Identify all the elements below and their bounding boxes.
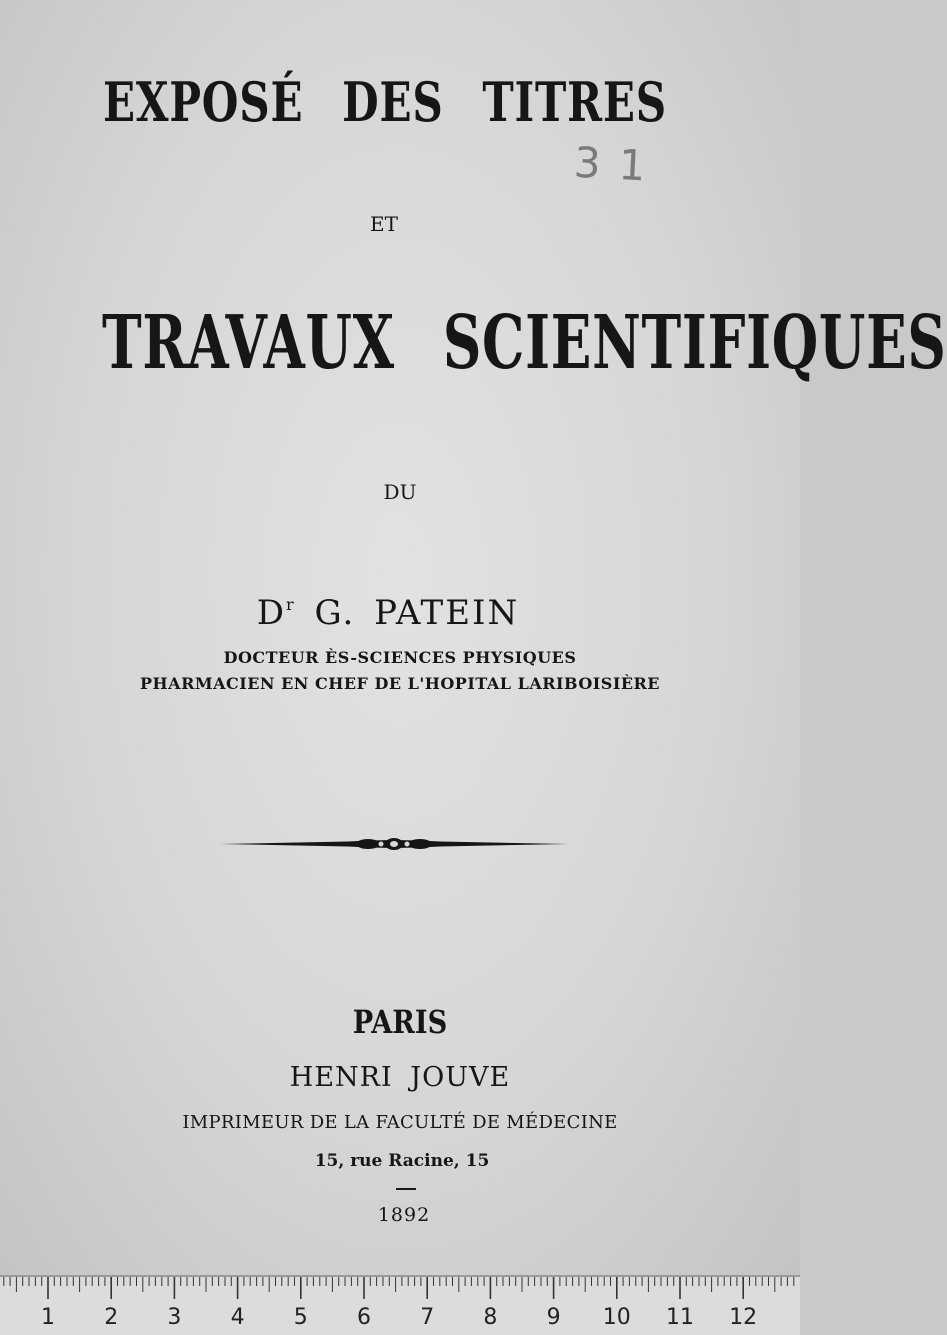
ruler-number: 9 — [546, 1305, 561, 1330]
title-line-2: TRAVAUX SCIENTIFIQUES — [102, 300, 947, 386]
ruler-number: 8 — [483, 1305, 498, 1330]
conjunction-text: ET — [370, 212, 398, 236]
ruler-number: 5 — [293, 1305, 308, 1330]
author-title-2: PHARMACIEN EN CHEF DE L'HOPITAL LARIBOISIÈRE — [140, 674, 660, 693]
publication-city: PARIS — [352, 1003, 448, 1041]
printer-title: IMPRIMEUR DE LA FACULTÉ DE MÉDECINE — [182, 1112, 618, 1133]
author-title-1: DOCTEUR ÈS-SCIENCES PHYSIQUES — [223, 648, 577, 667]
author-prefix-sup: r — [286, 595, 296, 614]
ruler-number: 1 — [41, 1305, 55, 1330]
author-prefix: D — [256, 593, 287, 633]
preposition-text: DU — [383, 480, 417, 504]
ruler-number: 3 — [167, 1305, 182, 1330]
publication-year: 1892 — [377, 1204, 431, 1226]
publisher-name: HENRI JOUVE — [289, 1062, 511, 1093]
handwritten-number: 31 — [572, 137, 665, 192]
author-name-text: G. PATEIN — [295, 593, 520, 633]
publisher-address: 15, rue Racine, 15 — [314, 1151, 490, 1171]
measurement-ruler — [0, 1275, 800, 1335]
title-line-1: EXPOSÉ DES TITRES — [102, 70, 668, 134]
ruler-number: 11 — [666, 1305, 694, 1330]
ruler-number: 4 — [230, 1305, 245, 1330]
year-separator — [396, 1188, 416, 1190]
ornament-divider-icon — [218, 832, 570, 856]
ruler-number: 2 — [104, 1305, 119, 1330]
ruler-number: 6 — [357, 1305, 371, 1330]
ruler-number: 10 — [602, 1305, 631, 1330]
ruler-number: 12 — [729, 1305, 758, 1330]
ruler-number: 7 — [420, 1305, 435, 1330]
author-name — [0, 593, 788, 633]
